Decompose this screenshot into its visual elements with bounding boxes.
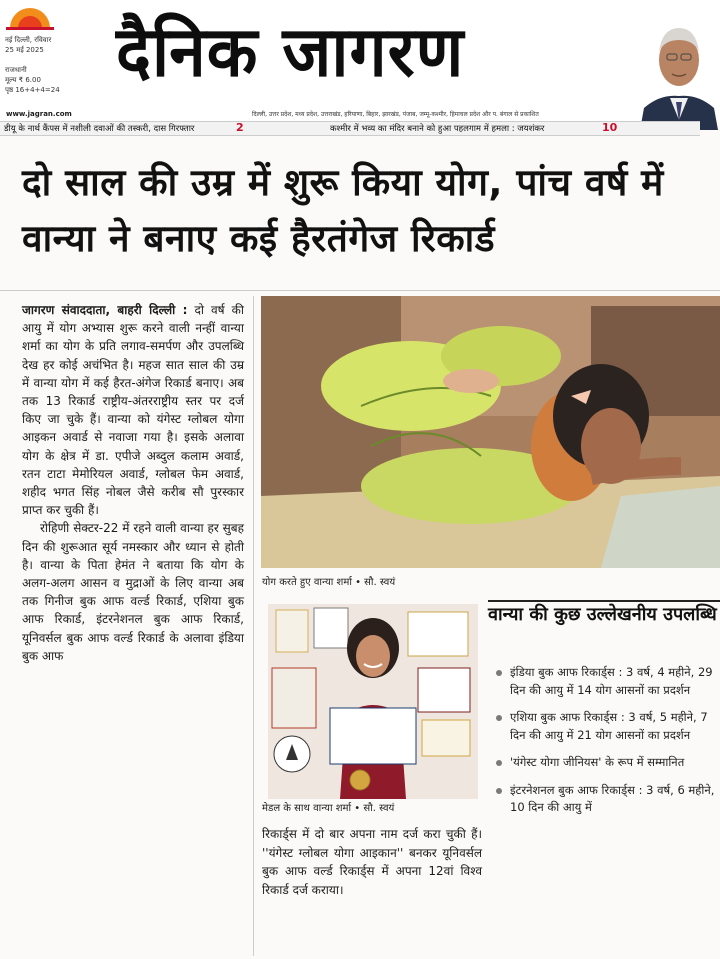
ticker-left-page: 2	[236, 121, 244, 134]
list-item: 'यंगेस्ट योगा जीनियस' के रूप में सम्मानित	[496, 754, 718, 772]
article-para-1	[22, 301, 244, 519]
date: 25 मई 2025	[5, 46, 44, 54]
list-item: इंडिया बुक आफ रिकार्ड्स : 3 वर्ष, 4 महीने, 29 दिन की आयु में 14 योग आसनों का प्रदर्शन	[496, 664, 718, 699]
masthead-title: दैनिक जागरण	[116, 10, 465, 93]
price: मूल्य ₹ 6.00	[5, 76, 41, 84]
yoga-photo	[261, 296, 720, 568]
ticker-right-text[interactable]: कश्मीर में भव्य का मंदिर बनाने को हुआ पहलगाम में हमला : जयशंकर	[330, 124, 545, 134]
ticker-right-page: 10	[602, 121, 618, 134]
divider	[0, 290, 720, 291]
medal-photo-caption: मेडल के साथ वान्या शर्मा • सौ. स्वयं	[262, 803, 395, 814]
article-column-left	[22, 301, 244, 665]
achievements-title: वान्या की कुछ उल्लेखनीय उपलब्धि	[488, 604, 717, 625]
rising-sun-logo-icon	[6, 6, 54, 30]
para1-text: दो वर्ष की आयु में योग अभ्यास शुरू करने वाली नन्हीं वान्या शर्मा का योग के प्रति लगाव-समर्पण और उपलब्धि देख हर कोई अचंभित है। महज सात साल की उम्र में वान्या योग में कई हैरत-अंगेज रिकार्ड बनाए। अब तक 13 रिकार्ड राष्ट्रीय-अंतरराष्ट्रीय स्तर पर दर्ज किए जा चुके हैं। वान्या को यंगेस्ट ग्लोबल योगा आइकन अवार्ड से नवाजा गया है। इसके अलावा योग के क्षेत्र में डा. एपीजे अब्दुल कलाम अवार्ड, रतन टाटा मेमोरियल अवार्ड, ग्लोबल फेम अवार्ड, शहीद भगत सिंह नोबल जैसे करीब सौ पुरस्कार प्राप्त कर चुकी हैं।	[22, 303, 244, 518]
news-ticker	[0, 121, 700, 136]
ticker-left-text[interactable]: डीयू के नार्थ कैंपस में नशीली दवाओं की तस्करी, दास गिरफ्तार	[4, 124, 195, 134]
list-item: इंटरनेशनल बुक आफ रिकार्ड्स : 3 वर्ष, 6 महीने, 10 दिन की आयु में	[496, 782, 718, 817]
list-item: एशिया बुक आफ रिकार्ड्स : 3 वर्ष, 5 महीने, 7 दिन की आयु में 21 योग आसनों का प्रदर्शन	[496, 709, 718, 744]
achievements-list	[496, 664, 718, 827]
article-column-middle: रिकार्ड्स में दो बार अपना नाम दर्ज करा चुकी हैं। ''यंगेस्ट ग्लोबल योगा आइकान'' बनकर यूनिवर्सल बुक आफ वर्ल्ड रिकार्ड्स में अपना 12वां विश्व रिकार्ड दर्ज कराया।	[262, 827, 482, 897]
website-url[interactable]: www.jagran.com	[6, 110, 72, 118]
editions-line: दिल्ली, उत्तर प्रदेश, मध्य प्रदेश, उत्तराखंड, हरियाणा, बिहार, झारखंड, पंजाब, जम्मू-कश्मीर, हिमाचल प्रदेश और प. बंगाल से प्रकाशित	[252, 111, 539, 118]
byline: जागरण संवाददाता, बाहरी दिल्ली :	[22, 303, 188, 317]
headline: दो साल की उम्र में शुरू किया योग, पांच वर्ष में वान्या ने बनाए कई हैरतंगेज रिकार्ड	[22, 161, 664, 260]
medal-photo	[268, 604, 478, 799]
column-rule	[253, 296, 254, 956]
main-photo-caption: योग करते हुए वान्या शर्मा • सौ. स्वयं	[262, 577, 396, 588]
date-line: नई दिल्ली, रविवार	[5, 36, 52, 44]
pages: पृष्ठ 16+4+4=24	[5, 86, 60, 94]
article-para-2: रोहिणी सेक्टर-22 में रहने वाली वान्या हर सुबह दिन की शुरूआत सूर्य नमस्कार और ध्यान से होती है। वान्या के पिता हेमंत ने बताया कि योग के अलग-अलग आसन व मुद्राओं के लिए वान्या अब तक गिनीज बुक आफ वर्ल्ड रिकार्ड, एशिया बुक आफ रिकार्ड, इंटरनेशनल बुक आफ रिकार्ड, यूनिवर्सल बुक आफ वर्ल्ड रिकार्ड के अलावा इंडिया बुक आफ	[22, 521, 244, 663]
portrait-photo	[640, 10, 718, 130]
edition: राजधानी	[5, 66, 27, 74]
